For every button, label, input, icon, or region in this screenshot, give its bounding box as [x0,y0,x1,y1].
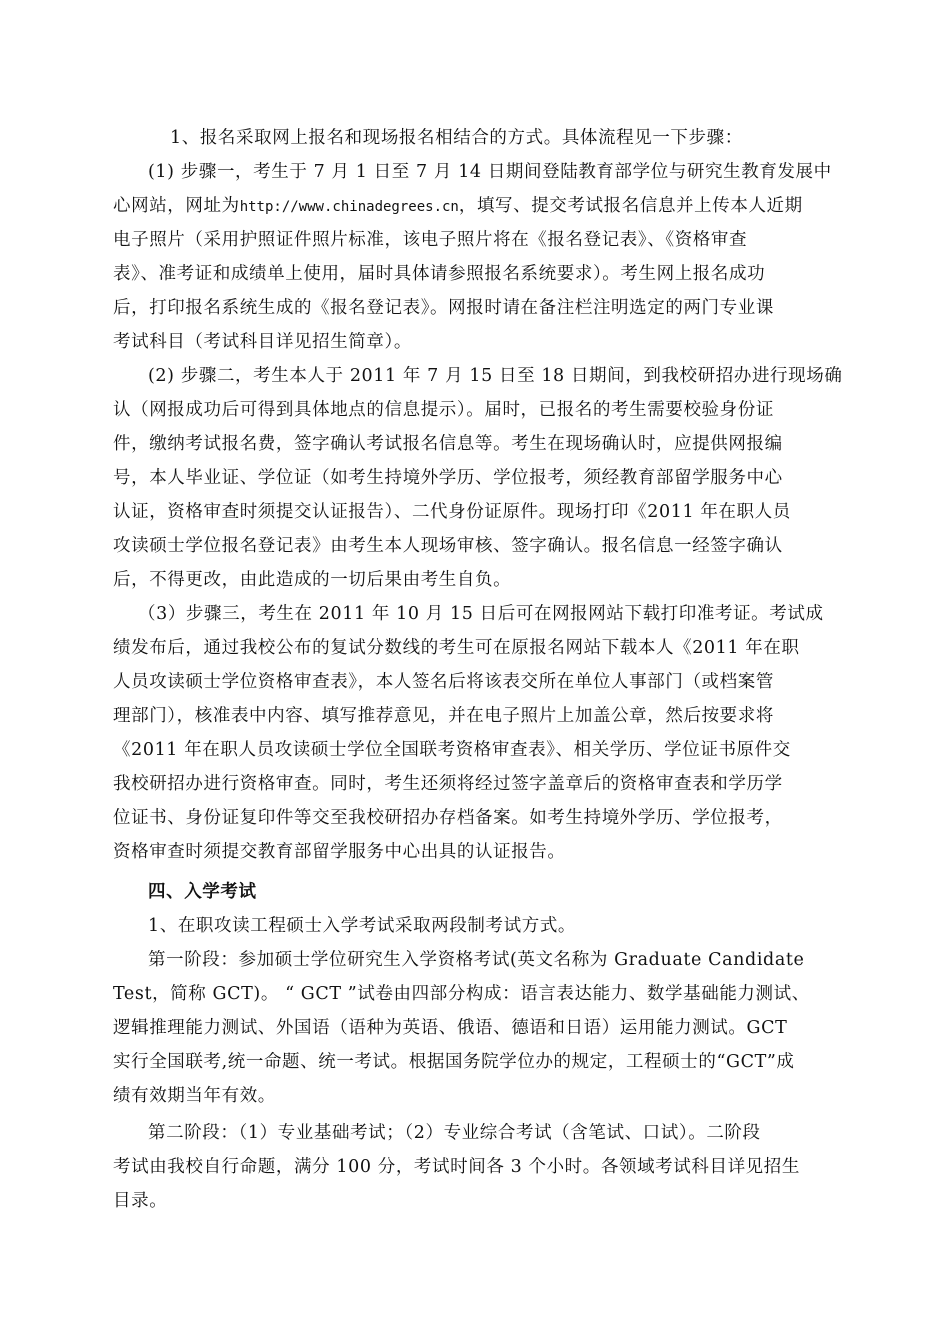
paragraph-line: 资格审查时须提交教育部留学服务中心出具的认证报告。 [113,842,566,862]
paragraph-line: 《2011 年在职人员攻读硕士学位全国联考资格审查表》、相关学历、学位证书原件交 [113,740,791,760]
paragraph-line: 认证，资格审查时须提交认证报告）、二代身份证原件。现场打印《2011 年在职人员 [113,502,791,522]
paragraph-line: 后，不得更改，由此造成的一切后果由考生自负。 [113,570,512,590]
paragraph-line: 理部门），核准表中内容、填写推荐意见，并在电子照片上加盖公章，然后按要求将 [113,706,774,726]
paragraph-line: 实行全国联考,统一命题、统一考试。根据国务院学位办的规定，工程硕士的“GCT”成 [113,1052,795,1072]
website-url: http://www.chinadegrees.cn [239,199,459,215]
paragraph-line: 绩有效期当年有效。 [113,1086,276,1106]
paragraph-line: 逻辑推理能力测试、外国语（语种为英语、俄语、德语和日语）运用能力测试。GCT [113,1018,788,1038]
paragraph-line: 表》、准考证和成绩单上使用，届时具体请参照报名系统要求）。考生网上报名成功 [113,264,766,284]
paragraph-line: 考试由我校自行命题，满分 100 分，考试时间各 3 个小时。各领域考试科目详见招生 [113,1157,800,1177]
paragraph-line: (1) 步骤一，考生于 7 月 1 日至 7 月 14 日期间登陆教育部学位与研究生教育发展中 [148,162,832,182]
paragraph-line: 第二阶段：（1）专业基础考试；（2）专业综合考试（含笔试、口试）。二阶段 [148,1123,761,1143]
paragraph-line: （3）步骤三，考生在 2011 年 10 月 15 日后可在网报网站下载打印准考证。考试成 [138,604,824,624]
paragraph-line: 目录。 [113,1191,168,1211]
paragraph-line: 我校研招办进行资格审查。同时，考生还须将经过签字盖章后的资格审查表和学历学 [113,774,783,794]
paragraph-line: 后，打印报名系统生成的《报名登记表》。网报时请在备注栏注明选定的两门专业课 [113,298,774,318]
paragraph-line: 1、报名采取网上报名和现场报名相结合的方式。具体流程见一下步骤： [170,128,743,148]
paragraph-line: Test，简称 GCT)。 “ GCT ”试卷由四部分构成：语言表达能力、数学基础能力测试、 [113,984,810,1004]
section-heading: 四、入学考试 [148,882,257,902]
paragraph-text: 心网站，网址为 [113,196,240,216]
paragraph-line: 第一阶段：参加硕士学位研究生入学资格考试(英文名称为 Graduate Candidate [148,950,805,970]
paragraph-line: 人员攻读硕士学位资格审查表》，本人签名后将该表交所在单位人事部门（或档案管 [113,672,774,692]
paragraph-line: 考试科目（考试科目详见招生简章）。 [113,332,412,352]
paragraph-line: 绩发布后，通过我校公布的复试分数线的考生可在原报名网站下载本人《2011 年在职 [113,638,800,658]
paragraph-line [113,194,803,219]
paragraph-line: 1、在职攻读工程硕士入学考试采取两段制考试方式。 [148,916,577,936]
paragraph-line: 攻读硕士学位报名登记表》由考生本人现场审核、签字确认。报名信息一经签字确认 [113,536,783,556]
paragraph-line: (2) 步骤二，考生本人于 2011 年 7 月 15 日至 18 日期间，到我校研招办进行现场确 [148,366,843,386]
paragraph-line: 件，缴纳考试报名费，签字确认考试报名信息等。考生在现场确认时，应提供网报编 [113,434,783,454]
paragraph-line: 位证书、身份证复印件等交至我校研招办存档备案。如考生持境外学历、学位报考， [113,808,783,828]
paragraph-line: 号，本人毕业证、学位证（如考生持境外学历、学位报考，须经教育部留学服务中心 [113,468,783,488]
paragraph-text: ，填写、提交考试报名信息并上传本人近期 [458,196,803,216]
paragraph-line: 电子照片（采用护照证件照片标准，该电子照片将在《报名登记表》、《资格审查 [113,230,748,250]
paragraph-line: 认（网报成功后可得到具体地点的信息提示）。届时，已报名的考生需要校验身份证 [113,400,774,420]
